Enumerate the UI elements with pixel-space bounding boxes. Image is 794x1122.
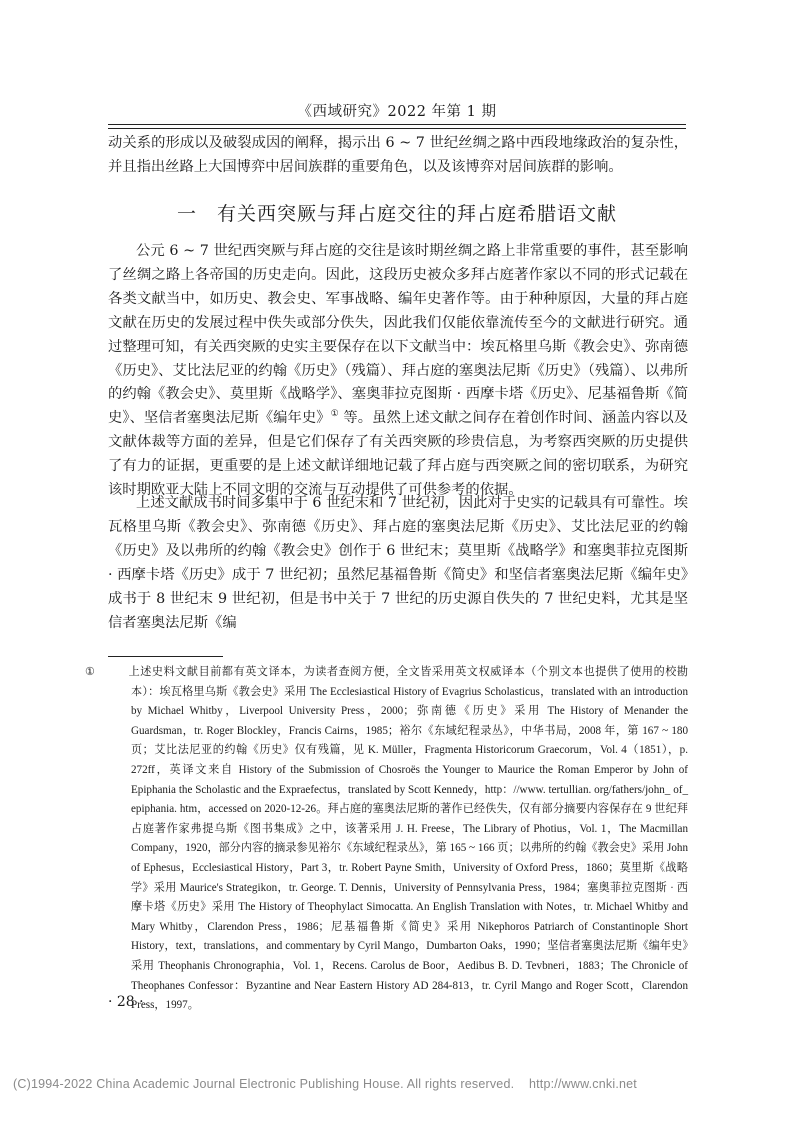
- journal-header: 《西域研究》2022 年第 1 期: [297, 104, 497, 120]
- footnote-marker: ①: [85, 666, 95, 678]
- intro-text: 动关系的形成以及破裂成因的阐释，揭示出 6 ~ 7 世纪丝绸之路中西段地缘政治的复杂性，并且指出丝路上大国博弈中居间族群的重要角色，以及该博弈对居间族群的影响。: [108, 135, 688, 175]
- page-number: · 28 ·: [108, 994, 144, 1010]
- copyright-footer: (C)1994-2022 China Academic Journal Electronic Publishing House. All rights reserved. http://www.cnki.net: [13, 1077, 637, 1091]
- footnote-entry: [85, 663, 688, 1016]
- paragraph-1-part-a: 公元 6 ~ 7 世纪西突厥与拜占庭的交往是该时期丝绸之路上非常重要的事件，甚至影响了丝绸之路上各帝国的历史走向。因此，这段历史被众多拜占庭著作家以不同的形式记载在各类文献当中，如历史、教会史、军事战略、编年史著作等。由于种种原因，大量的拜占庭文献在历史的发展过程中佚失或部分佚失，因此我们仅能依靠流传至今的文献进行研究。通过整理可知，有关西突厥的史实主要保存在以下文献当中：埃瓦格里乌斯《教会史》、弥南德《历史》、艾比法尼亚的约翰《历史》（残篇）、拜占庭的塞奥法尼斯《历史》（残篇）、以弗所的约翰《教会史》、莫里斯《战略学》、塞奥菲拉克图斯 · 西摩卡塔《历史》、尼基福鲁斯《简史》、坚信者塞奥法尼斯《编年史》: [108, 243, 688, 427]
- footnote-reference[interactable]: ①: [330, 409, 339, 420]
- footnote: [85, 663, 688, 1016]
- intro-paragraph: [108, 132, 688, 180]
- paragraph-1-part-b: 等。虽然上述文献之间存在着创作时间、涵盖内容以及文献体裁等方面的差异，但是它们保存了有关西突厥的珍贵信息，为考察西突厥的历史提供了有力的证据，更重要的是上述文献详细地记载了拜占庭与西突厥之间的密切联系，为研究该时期欧亚大陆上不同文明的交流与互动提供了可供参考的依据。: [108, 410, 688, 499]
- section-paragraph-2: [108, 492, 688, 635]
- footnote-rule: [108, 656, 223, 657]
- section-paragraph-1: [108, 240, 688, 503]
- footnote-text: 上述史料文献目前都有英文译本，为读者查阅方便，全文皆采用英文权威译本（个别文本也提供了使用的校勘本）：埃瓦格里乌斯《教会史》采用 The Ecclesiastical History of Evagrius Scholasticus，translated with an introduction by Michael Whitby，Liverpool University Press，2000；弥南德《历史》采用 The History of Menander the Guardsman，tr. Roger Blockley，Francis Cairns，1985；裕尔《东域纪程录丛》，中华书局，2008 年，第 167 ~ 180 页；艾比法尼亚的约翰《历史》仅有残篇，见 K. Müller，Fragmenta Historicorum Graecorum，Vol. 4（1851），p. 272ff，英译文来自 History of the Submission of Chosroës the Younger to Maurice the Roman Emperor by John of Epiphania the Scholastic and the Expraefectus，translated by Scott Kennedy，http：//www. tertullian. org/fathers/john_ of_ epiphania. htm，accessed on 2020-12-26。拜占庭的塞奥法尼斯的著作已经佚失，仅有部分摘要内容保存在 9 世纪拜占庭著作家弗提乌斯《图书集成》之中，该著采用 J. H. Freese，The Library of Photius，Vol. 1，The Macmillan Company，1920，部分内容的摘录参见裕尔《东域纪程录丛》，第 165 ~ 166 页；以弗所的约翰《教会史》采用 John of Ephesus，Ecclesiastical History，Part 3，tr. Robert Payne Smith，University of Oxford Press，1860；莫里斯《战略学》采用 Maurice's Strategikon，tr. George. T. Dennis，University of Pennsylvania Press，1984；塞奥菲拉克图斯 · 西摩卡塔《历史》采用 The History of Theophylact Simocatta. An English Translation with Notes，tr. Michael Whitby and Mary Whitby，Clarendon Press，1986；尼基福鲁斯《简史》采用 Nikephoros Patriarch of Constantinople Short History，text，translations，and commentary by Cyril Mango，Dumbarton Oaks，1990；坚信者塞奥法尼斯《编年史》采用 Theophanis Chronographia，Vol. 1，Recens. Carolus de Boor，Aedibus B. D. Tevbneri，1883；The Chronicle of Theophanes Confessor：Byzantine and Near Eastern History AD 284-813，tr. Cyril Mango and Roger Scott，Clarendon Press，1997。: [128, 666, 688, 1012]
- header-rule: [108, 124, 686, 129]
- paragraph-2: 上述文献成书时间多集中于 6 世纪末和 7 世纪初，因此对于史实的记载具有可靠性。埃瓦格里乌斯《教会史》、弥南德《历史》、拜占庭的塞奥法尼斯《历史》、艾比法尼亚的约翰《历史》及以弗所的约翰《教会史》创作于 6 世纪末；莫里斯《战略学》和塞奥菲拉克图斯 · 西摩卡塔《历史》成于 7 世纪初；虽然尼基福鲁斯《简史》和坚信者塞奥法尼斯《编年史》成书于 8 世纪末 9 世纪初，但是书中关于 7 世纪的历史源自佚失的 7 世纪史料，尤其是坚信者塞奥法尼斯《编: [108, 495, 688, 631]
- paragraph-1: [108, 240, 688, 503]
- section-heading: 一 有关西突厥与拜占庭交往的拜占庭希腊语文献: [176, 203, 617, 225]
